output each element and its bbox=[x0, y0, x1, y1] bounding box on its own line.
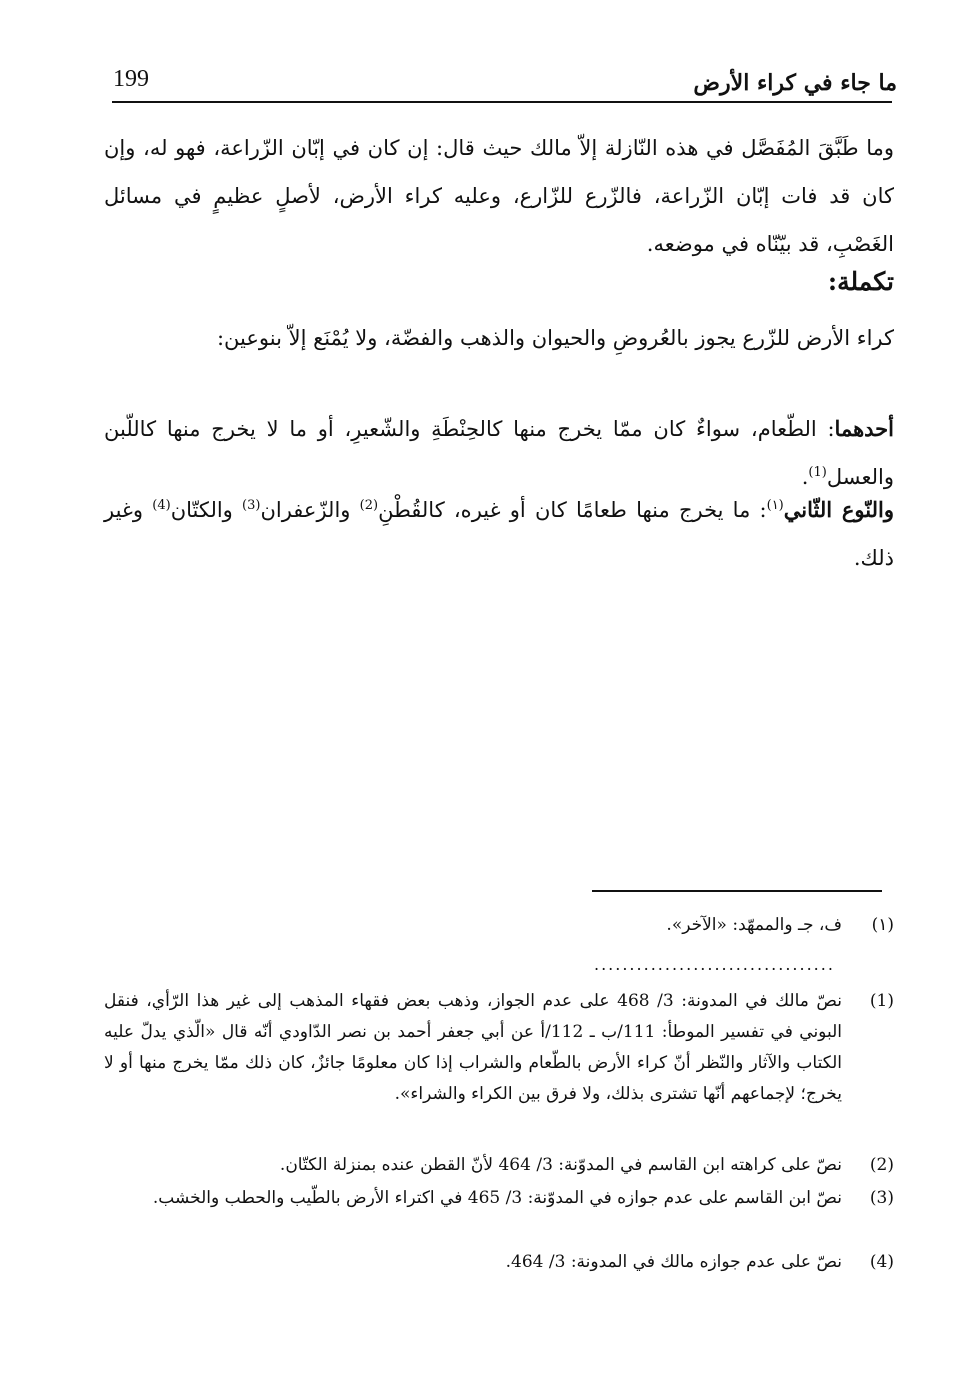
item-2-text-c: والكتّان bbox=[170, 498, 243, 522]
paragraph-1: وما طَبَّقَ المُفَصَّل في هذه النّازلة إلاّ مالك حيث قال: إن كان في إبّان الزّراعة، فهو له، وإن كان قد فات إبّان الزّراعة، فالزّرع للزّارع، وعليه كراء الأرض، لأصلٍ عظيمٍ في مسائل الغَصْبِ، قد بيّنّاه في موضعه. bbox=[104, 136, 894, 256]
footnote-1 bbox=[104, 986, 894, 1110]
variant-ref-1[interactable]: (١) bbox=[766, 498, 784, 513]
list-item-2 bbox=[104, 486, 894, 582]
footnote-1-number: (1) bbox=[869, 991, 894, 1011]
item-2-text-d: وغير ذلك. bbox=[104, 498, 894, 570]
footnote-4 bbox=[104, 1247, 894, 1278]
header-rule bbox=[112, 101, 892, 103]
footnote-2-text: نصّ على كراهته ابن القاسم في المدوّنة: 3/ 464 لأنّ القطن عنده بمنزلة الكتّان. bbox=[279, 1155, 842, 1175]
page-number: 199 bbox=[113, 66, 149, 92]
footnote-ref-1[interactable]: (1) bbox=[808, 465, 827, 480]
footnote-2-number: (2) bbox=[869, 1155, 894, 1175]
variant-footnote-text: ف، جـ والممهّد: «الآخر». bbox=[666, 915, 842, 935]
item-1-end: . bbox=[801, 465, 809, 489]
item-1-text: : الطّعام، سواءٌ كان ممّا يخرج منها كالحِنْطَةِ والشّعيرِ، أو ما لا يخرج منها كاللّبن والعسل bbox=[104, 417, 894, 489]
footnote-4-text: نصّ على عدم جوازه مالك في المدونة: 3/ 464. bbox=[505, 1252, 842, 1272]
footnote-3-text: نصّ ابن القاسم على عدم جوازه في المدوّنة: 3/ 465 في اكتراء الأرض بالطّيب والحطب والخشب. bbox=[152, 1188, 842, 1208]
footnote-ref-2[interactable]: (2) bbox=[359, 498, 379, 513]
footnote-separator-dots: .................................. bbox=[594, 955, 835, 974]
running-title: ما جاء في كراء الأرض bbox=[693, 70, 897, 96]
variant-footnote-number: (١) bbox=[871, 915, 894, 935]
item-2-lead: والنّوع الثّاني bbox=[783, 497, 894, 522]
footnote-3 bbox=[104, 1183, 894, 1214]
item-2-text-b: والزّعفران bbox=[260, 498, 360, 522]
variant-footnote bbox=[104, 910, 894, 941]
paragraph-2: كراء الأرض للزّرع يجوز بالعُروضِ والحيوان والذهب والفضّة، ولا يُمْنَع إلاّ بنوعين: bbox=[216, 326, 894, 350]
section-heading: تكملة: bbox=[827, 267, 894, 296]
footnote-4-number: (4) bbox=[869, 1252, 894, 1272]
footnote-2 bbox=[104, 1150, 894, 1181]
footnote-ref-3[interactable]: (3) bbox=[242, 498, 261, 513]
item-1-lead: أحدهما bbox=[834, 416, 894, 441]
footnote-1-text: نصّ مالك في المدونة: 3/ 468 على عدم الجواز، وذهب بعض فقهاء المذهب إلى غير هذا الرّأي، فنقل البوني في تفسير الموطأ: 111/ب ـ 112/أ عن أبي جعفر أحمد بن نصر الدّاودي أنّه قال «الّذي يدلّ عليه الكتاب والآثار والنّظر أنّ كراء الأرض بالطّعام والشراب إذا كان معلومًا جائزٌ، كان ذلك ممّا يخرج منها أو لا يخرج؛ لإجماعهم أنّها تشترى بذلك، ولا فرق بين الكراء والشراء». bbox=[104, 991, 842, 1104]
item-2-text-a: : ما يخرج منها طعامًا كان أو غيره، كالقُطْنِ bbox=[378, 498, 767, 522]
footnote-ref-4[interactable]: (4) bbox=[152, 498, 171, 513]
footnote-rule bbox=[592, 890, 882, 892]
footnote-3-number: (3) bbox=[869, 1188, 894, 1208]
